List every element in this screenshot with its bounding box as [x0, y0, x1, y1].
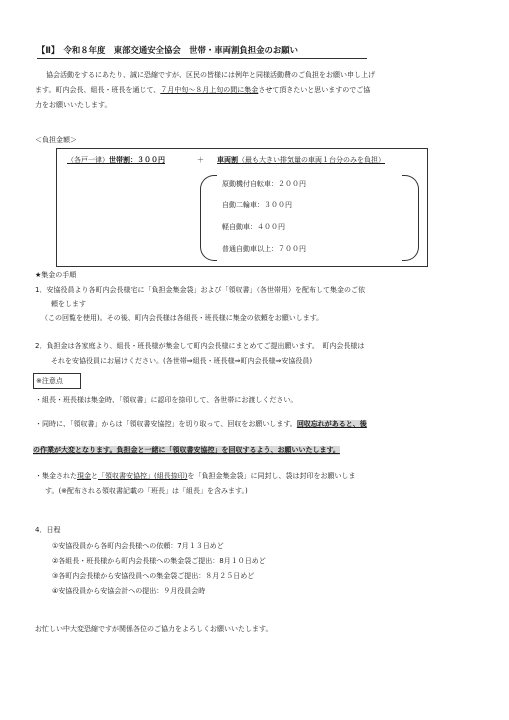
intro-collection-period: ７月中旬〜８月上旬の間に集金	[160, 86, 259, 94]
vehicle-label: 車両割	[217, 156, 238, 164]
note-3-line-2: す。(※配布される領収書記載の「班長」は「組長」を含みます。)	[45, 487, 248, 495]
plus-sign: ＋	[197, 156, 204, 164]
note-2-line-1	[35, 420, 367, 429]
procedure-step-2-line-1: 2．負担金は各家庭より、組長・班長様が集金して町内会長様にまとめてご提出願います。 町内会長様は	[35, 342, 365, 350]
fee-heading: ＜負担金額＞	[35, 136, 77, 144]
notes-heading: ※注意点	[36, 377, 63, 385]
intro-line-2-a: ます。町内会長、組長・班長を通じて、	[35, 86, 161, 94]
page-title: 【Ⅱ】 令和８年度 東部交通安全協会 世帯・車両割負担金のお願い	[37, 45, 298, 55]
vehicle-item-kei-car: 軽自動車：４００円	[222, 223, 285, 231]
intro-line-2-b: させて頂きたいと思いますのでご協	[258, 86, 371, 94]
intro-line-1: 協会活動をするにあたり、誠に恐縮ですが、区民の皆様には例年と同様活動費のご負担をお願い申し上げ	[46, 71, 375, 79]
note-3-cash: 現金	[77, 472, 91, 480]
vehicle-item-moped: 原動機付自転車：２００円	[222, 180, 306, 188]
intro-line-3: 力をお願いいたします。	[35, 101, 112, 109]
vehicle-bracket-right	[402, 175, 419, 261]
note-3-a: ・集金された	[35, 472, 77, 480]
schedule-item-1: ①安協役員から各町内会長様への依頼：7月１３日めど	[52, 542, 224, 550]
procedure-step-1-line-3: （この回覧を使用)。その後、町内会長様は各組長・班長様に集金の依頼をお願いします。	[41, 314, 324, 322]
schedule-item-4: ④安協役員から安協会計への提出：９月役員会時	[52, 587, 206, 595]
closing-text: お忙しい中大変恐縮ですが関係各位のご協力をよろしくお願いいたします。	[35, 625, 273, 633]
procedure-step-2-line-2: それを安協役員にお届けください。(各世帯⇒組長・班長様⇒町内会長様⇒安協役員)	[51, 357, 313, 365]
procedure-step-1-line-1: 1．安協役員より各町内会長様宅に「負担金集金袋」および「領収書」（各世帯用）を配布して集金のご依	[35, 286, 365, 294]
title-underline	[37, 58, 367, 59]
note-3-c: を「負担金集金袋」に同封し、袋は封印をお願いしま	[187, 472, 356, 480]
procedure-heading: ★集金の手順	[35, 271, 77, 279]
vehicle-item-standard-car: 普通自動車以上：７００円	[222, 245, 306, 253]
schedule-item-3: ③各町内会長様から安協役員への集金袋ご提出：８月２５日めど	[52, 572, 255, 580]
schedule-heading: 4．日程	[35, 526, 61, 534]
note-1: ・組長・班長様は集金時、「領収書」に認印を捺印して、各世帯にお渡しください。	[35, 396, 298, 404]
schedule-item-2: ②各組長・班長様から町内会長様への集金袋ご提出：8月１０日めど	[52, 557, 266, 565]
vehicle-note: （最も大きい排気量の車両１台分のみを負担）	[238, 156, 385, 164]
note-3-line-1	[35, 472, 355, 481]
procedure-step-1-line-2: 頼をします	[51, 300, 86, 308]
note-3-b: と	[91, 472, 98, 480]
note-2-line-2: の作業が大変となります。負担金と一緒に「領収書安協控」を回収するよう、お願いいたします。	[33, 446, 340, 454]
vehicle-fee	[217, 156, 385, 165]
note-3-receipt-stub: 「領収書安協控」(組長捺印)	[98, 472, 188, 480]
vehicle-bracket-left	[200, 175, 217, 261]
household-label: 世帯割：３００円	[109, 156, 165, 164]
intro-line-2	[35, 86, 370, 95]
household-prefix: （各戸一律）	[67, 156, 109, 164]
note-2-text: ・同時に、「領収書」からは「領収書安協控」を切り取って、回収をお願いします。	[35, 420, 297, 428]
vehicle-item-motorcycle: 自動二輪車：３００円	[222, 201, 292, 209]
household-fee	[67, 156, 165, 165]
note-2-highlight: 回収忘れがあると、後	[296, 420, 367, 428]
